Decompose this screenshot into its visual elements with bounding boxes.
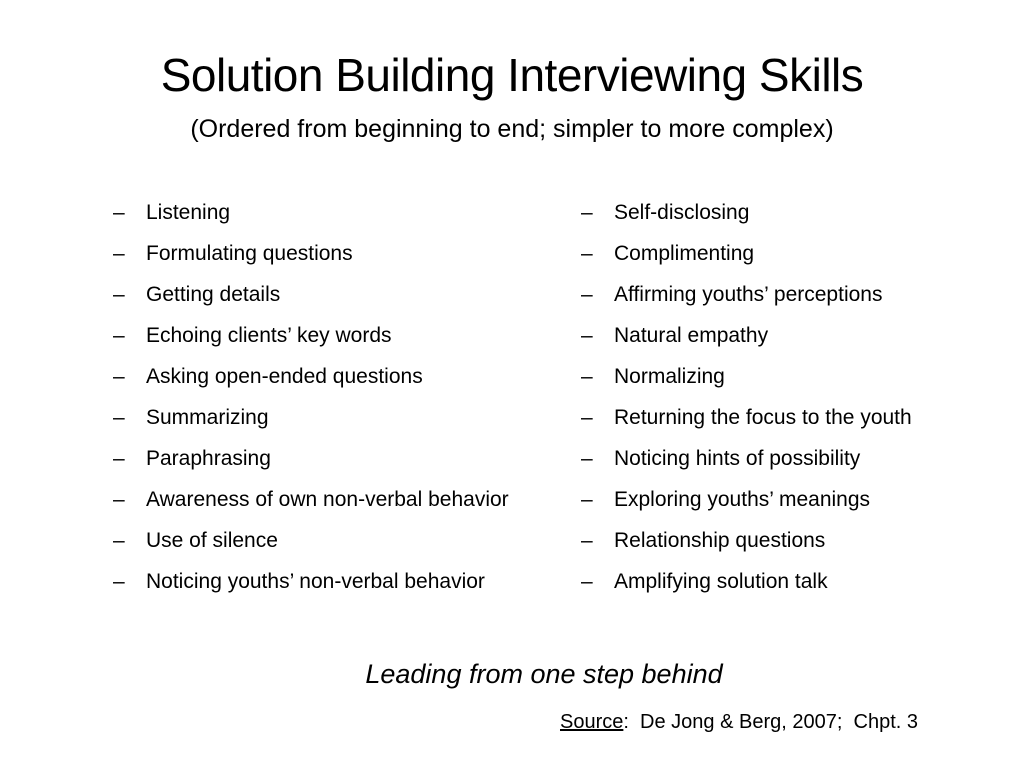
list-item-label: Complimenting bbox=[614, 242, 755, 265]
list-item-label: Asking open-ended questions bbox=[146, 365, 423, 388]
list-item bbox=[581, 524, 1001, 558]
skills-list-right bbox=[581, 196, 1001, 606]
bullet-dash: – bbox=[581, 447, 593, 470]
list-item-label: Returning the focus to the youth bbox=[614, 406, 912, 429]
list-item bbox=[581, 196, 1001, 230]
list-item bbox=[581, 565, 1001, 599]
bullet-dash: – bbox=[581, 201, 593, 224]
slide-title: Solution Building Interviewing Skills bbox=[160, 49, 864, 101]
list-item-label: Awareness of own non-verbal behavior bbox=[146, 488, 509, 511]
list-item bbox=[581, 237, 1001, 271]
bullet-dash: – bbox=[113, 529, 125, 552]
bullet-dash: – bbox=[113, 447, 125, 470]
bullet-dash: – bbox=[581, 488, 593, 511]
list-item-label: Summarizing bbox=[146, 406, 269, 429]
source-citation bbox=[560, 708, 918, 736]
list-item-label: Listening bbox=[146, 201, 231, 224]
list-item bbox=[113, 196, 533, 230]
bullet-dash: – bbox=[113, 365, 125, 388]
list-item bbox=[113, 319, 533, 353]
bullet-dash: – bbox=[581, 324, 593, 347]
list-item bbox=[581, 401, 1001, 435]
bullet-dash: – bbox=[581, 365, 593, 388]
source-label: Source bbox=[560, 711, 624, 733]
bullet-dash: – bbox=[581, 570, 593, 593]
tagline: Leading from one step behind bbox=[365, 659, 723, 689]
list-item-label: Noticing hints of possibility bbox=[614, 447, 861, 470]
bullet-dash: – bbox=[581, 242, 593, 265]
source-text: : De Jong & Berg, 2007; Chpt. 3 bbox=[623, 711, 918, 733]
list-item bbox=[113, 442, 533, 476]
list-item bbox=[581, 483, 1001, 517]
list-item bbox=[113, 237, 533, 271]
list-item-label: Paraphrasing bbox=[146, 447, 271, 470]
list-item-label: Use of silence bbox=[146, 529, 278, 552]
bullet-dash: – bbox=[581, 283, 593, 306]
list-item bbox=[113, 524, 533, 558]
list-item bbox=[113, 483, 533, 517]
list-item-label: Getting details bbox=[146, 283, 281, 306]
list-item-label: Normalizing bbox=[614, 365, 725, 388]
list-item-label: Affirming youths’ perceptions bbox=[614, 283, 883, 306]
list-item-label: Self-disclosing bbox=[614, 201, 750, 224]
slide-subtitle: (Ordered from beginning to end; simpler to more complex) bbox=[190, 115, 834, 143]
list-item bbox=[581, 319, 1001, 353]
skills-list-left bbox=[113, 196, 533, 606]
list-item-label: Relationship questions bbox=[614, 529, 826, 552]
bullet-dash: – bbox=[581, 406, 593, 429]
bullet-dash: – bbox=[113, 324, 125, 347]
bullet-dash: – bbox=[113, 488, 125, 511]
list-item bbox=[581, 278, 1001, 312]
list-item-label: Noticing youths’ non-verbal behavior bbox=[146, 570, 485, 593]
list-item bbox=[581, 360, 1001, 394]
list-item-label: Natural empathy bbox=[614, 324, 769, 347]
list-item bbox=[113, 278, 533, 312]
bullet-dash: – bbox=[113, 242, 125, 265]
list-item-label: Formulating questions bbox=[146, 242, 353, 265]
bullet-dash: – bbox=[113, 201, 125, 224]
list-item bbox=[113, 401, 533, 435]
list-item bbox=[581, 442, 1001, 476]
list-item-label: Echoing clients’ key words bbox=[146, 324, 392, 347]
list-item-label: Exploring youths’ meanings bbox=[614, 488, 871, 511]
bullet-dash: – bbox=[113, 406, 125, 429]
bullet-dash: – bbox=[581, 529, 593, 552]
bullet-dash: – bbox=[113, 283, 125, 306]
list-item bbox=[113, 360, 533, 394]
list-item bbox=[113, 565, 533, 599]
list-item-label: Amplifying solution talk bbox=[614, 570, 828, 593]
bullet-dash: – bbox=[113, 570, 125, 593]
